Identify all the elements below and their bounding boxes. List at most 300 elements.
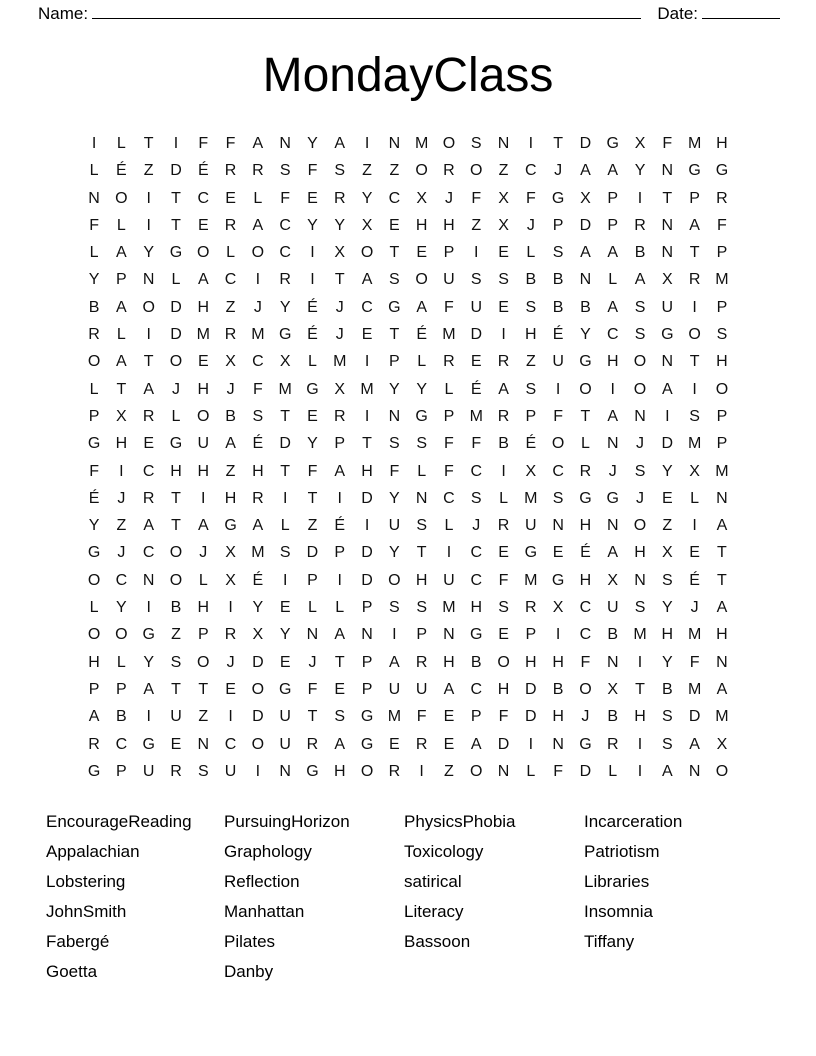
grid-cell[interactable]: D — [579, 216, 592, 234]
grid-cell[interactable]: J — [335, 298, 344, 316]
grid-cell[interactable]: S — [525, 298, 537, 316]
grid-cell[interactable]: I — [665, 407, 670, 425]
grid-cell[interactable]: I — [228, 599, 233, 617]
grid-cell[interactable]: Z — [444, 762, 454, 780]
grid-cell[interactable]: N — [415, 489, 428, 507]
grid-cell[interactable]: T — [717, 571, 727, 589]
grid-cell[interactable]: R — [333, 189, 346, 207]
grid-cell[interactable]: O — [87, 353, 101, 371]
grid-cell[interactable]: P — [716, 298, 728, 316]
grid-cell[interactable]: H — [525, 653, 537, 671]
grid-cell[interactable]: O — [715, 762, 729, 780]
grid-cell[interactable]: U — [552, 353, 564, 371]
grid-cell[interactable]: U — [443, 271, 455, 289]
grid-cell[interactable]: L — [499, 489, 508, 507]
grid-cell[interactable]: D — [279, 435, 291, 453]
grid-cell[interactable]: C — [443, 489, 455, 507]
grid-cell[interactable]: M — [442, 599, 456, 617]
grid-cell[interactable]: A — [607, 407, 619, 425]
grid-cell[interactable]: X — [716, 735, 728, 753]
grid-cell[interactable]: O — [688, 326, 701, 344]
grid-cell[interactable]: U — [170, 708, 182, 726]
word-list-item[interactable]: Incarceration — [584, 812, 683, 832]
grid-cell[interactable]: S — [661, 735, 673, 753]
grid-cell[interactable]: T — [334, 653, 345, 671]
grid-cell[interactable]: N — [88, 189, 100, 207]
grid-cell[interactable]: É — [252, 435, 264, 453]
grid-cell[interactable]: T — [171, 216, 181, 234]
grid-cell[interactable]: F — [444, 462, 454, 480]
grid-cell[interactable]: S — [689, 407, 700, 425]
grid-cell[interactable]: U — [388, 517, 401, 535]
grid-cell[interactable]: A — [607, 298, 619, 316]
grid-cell[interactable]: A — [334, 735, 346, 753]
grid-cell[interactable]: O — [470, 162, 483, 180]
grid-cell[interactable]: F — [580, 653, 591, 671]
grid-cell[interactable]: A — [116, 298, 127, 316]
word-list-item[interactable]: Pilates — [224, 932, 276, 952]
grid-cell[interactable]: C — [115, 735, 128, 753]
grid-cell[interactable]: A — [197, 271, 209, 289]
grid-cell[interactable]: T — [689, 353, 700, 371]
grid-cell[interactable]: X — [252, 626, 264, 644]
grid-cell[interactable]: R — [252, 489, 264, 507]
grid-cell[interactable]: O — [415, 162, 428, 180]
grid-cell[interactable]: I — [146, 708, 151, 726]
grid-cell[interactable]: C — [142, 544, 155, 562]
grid-cell[interactable]: I — [392, 626, 397, 644]
grid-cell[interactable]: Z — [143, 162, 154, 180]
grid-cell[interactable]: H — [579, 517, 592, 535]
grid-cell[interactable]: Y — [143, 653, 155, 671]
grid-cell[interactable]: S — [634, 462, 646, 480]
grid-cell[interactable]: G — [169, 435, 183, 453]
grid-cell[interactable]: Y — [661, 599, 673, 617]
grid-cell[interactable]: A — [88, 708, 100, 726]
grid-cell[interactable]: B — [225, 407, 236, 425]
grid-cell[interactable]: J — [581, 708, 590, 726]
grid-cell[interactable]: O — [360, 244, 374, 262]
grid-cell[interactable]: P — [334, 435, 346, 453]
grid-cell[interactable]: H — [716, 626, 728, 644]
grid-cell[interactable]: S — [279, 162, 291, 180]
grid-cell[interactable]: A — [498, 380, 509, 398]
grid-cell[interactable]: I — [364, 517, 370, 535]
grid-cell[interactable]: G — [661, 326, 674, 344]
grid-cell[interactable]: G — [360, 735, 374, 753]
grid-cell[interactable]: P — [116, 680, 127, 698]
grid-cell[interactable]: I — [255, 271, 261, 289]
grid-cell[interactable]: A — [116, 353, 127, 371]
grid-cell[interactable]: O — [251, 680, 265, 698]
grid-cell[interactable]: L — [116, 326, 126, 344]
grid-cell[interactable]: O — [415, 271, 428, 289]
grid-cell[interactable]: B — [661, 680, 673, 698]
grid-cell[interactable]: C — [252, 353, 264, 371]
grid-cell[interactable]: D — [661, 435, 674, 453]
grid-cell[interactable]: R — [388, 762, 401, 780]
grid-cell[interactable]: T — [635, 680, 645, 698]
grid-cell[interactable]: Y — [389, 380, 400, 398]
grid-cell[interactable]: P — [334, 544, 346, 562]
grid-cell[interactable]: N — [142, 571, 155, 589]
grid-cell[interactable]: B — [170, 599, 182, 617]
grid-cell[interactable]: N — [661, 216, 674, 234]
grid-cell[interactable]: Y — [88, 517, 100, 535]
grid-cell[interactable]: S — [470, 271, 482, 289]
grid-cell[interactable]: F — [444, 435, 454, 453]
grid-cell[interactable]: Z — [662, 517, 673, 535]
grid-cell[interactable]: O — [115, 189, 128, 207]
grid-cell[interactable]: I — [146, 326, 151, 344]
grid-cell[interactable]: G — [688, 162, 701, 180]
grid-cell[interactable]: N — [606, 517, 619, 535]
grid-cell[interactable]: S — [334, 708, 346, 726]
grid-cell[interactable]: A — [580, 162, 591, 180]
grid-cell[interactable]: O — [169, 571, 183, 589]
grid-cell[interactable]: S — [661, 708, 673, 726]
grid-cell[interactable]: X — [607, 571, 619, 589]
grid-cell[interactable]: A — [634, 271, 646, 289]
grid-cell[interactable]: F — [553, 407, 564, 425]
grid-cell[interactable]: F — [198, 135, 209, 152]
grid-cell[interactable]: A — [607, 544, 619, 562]
grid-cell[interactable]: M — [251, 544, 265, 562]
grid-cell[interactable]: S — [170, 653, 182, 671]
grid-cell[interactable]: H — [552, 708, 564, 726]
grid-cell[interactable]: T — [171, 189, 181, 207]
grid-cell[interactable]: X — [661, 544, 673, 562]
grid-cell[interactable]: A — [116, 244, 127, 262]
grid-cell[interactable]: O — [388, 571, 401, 589]
grid-cell[interactable]: T — [171, 517, 181, 535]
grid-cell[interactable]: M — [442, 326, 456, 344]
grid-cell[interactable]: N — [634, 407, 646, 425]
grid-cell[interactable]: J — [636, 435, 645, 453]
grid-cell[interactable]: C — [552, 462, 564, 480]
grid-cell[interactable]: A — [252, 135, 264, 152]
grid-cell[interactable]: Z — [389, 162, 400, 180]
name-write-in-line[interactable] — [92, 5, 641, 19]
grid-cell[interactable]: Y — [307, 435, 318, 453]
grid-cell[interactable]: L — [526, 244, 536, 262]
grid-cell[interactable]: T — [171, 489, 181, 507]
grid-cell[interactable]: T — [553, 135, 564, 152]
grid-cell[interactable]: M — [278, 380, 292, 398]
grid-cell[interactable]: G — [579, 489, 592, 507]
grid-cell[interactable]: E — [498, 626, 509, 644]
grid-cell[interactable]: T — [334, 271, 345, 289]
grid-cell[interactable]: X — [225, 544, 236, 562]
grid-cell[interactable]: P — [116, 271, 127, 289]
grid-cell[interactable]: I — [146, 189, 151, 207]
grid-cell[interactable]: L — [89, 162, 99, 180]
grid-cell[interactable]: F — [498, 571, 509, 589]
grid-cell[interactable]: C — [470, 544, 483, 562]
grid-cell[interactable]: O — [87, 571, 101, 589]
grid-cell[interactable]: A — [661, 762, 673, 780]
grid-cell[interactable]: O — [442, 135, 456, 152]
grid-cell[interactable]: N — [279, 135, 291, 152]
grid-cell[interactable]: Y — [389, 489, 400, 507]
grid-cell[interactable]: L — [308, 599, 317, 617]
grid-cell[interactable]: J — [117, 489, 126, 507]
grid-cell[interactable]: C — [142, 462, 155, 480]
grid-cell[interactable]: N — [388, 135, 401, 152]
grid-cell[interactable]: P — [607, 216, 619, 234]
grid-cell[interactable]: U — [279, 708, 291, 726]
grid-cell[interactable]: J — [199, 544, 208, 562]
grid-cell[interactable]: F — [444, 298, 454, 316]
grid-cell[interactable]: U — [224, 762, 237, 780]
grid-cell[interactable]: L — [171, 407, 181, 425]
grid-cell[interactable]: Y — [279, 626, 291, 644]
grid-cell[interactable]: L — [308, 353, 317, 371]
grid-cell[interactable]: T — [362, 435, 372, 453]
grid-cell[interactable]: A — [607, 244, 619, 262]
grid-cell[interactable]: I — [91, 135, 97, 152]
grid-cell[interactable]: É — [580, 544, 591, 562]
grid-cell[interactable]: T — [717, 544, 727, 562]
grid-cell[interactable]: S — [498, 599, 509, 617]
grid-cell[interactable]: X — [334, 244, 346, 262]
grid-cell[interactable]: P — [361, 653, 373, 671]
grid-cell[interactable]: A — [389, 653, 400, 671]
grid-cell[interactable]: I — [146, 599, 151, 617]
grid-cell[interactable]: A — [334, 462, 346, 480]
grid-cell[interactable]: S — [634, 298, 646, 316]
grid-cell[interactable]: R — [443, 353, 455, 371]
grid-cell[interactable]: N — [142, 271, 155, 289]
grid-cell[interactable]: I — [528, 135, 534, 152]
grid-cell[interactable]: S — [389, 271, 400, 289]
grid-cell[interactable]: I — [173, 135, 179, 152]
grid-cell[interactable]: F — [89, 216, 99, 234]
grid-cell[interactable]: J — [226, 653, 235, 671]
word-list-item[interactable]: Danby — [224, 962, 274, 982]
grid-cell[interactable]: R — [716, 189, 728, 207]
grid-cell[interactable]: F — [307, 162, 318, 180]
grid-cell[interactable]: I — [282, 489, 288, 507]
grid-cell[interactable]: N — [497, 135, 510, 152]
grid-cell[interactable]: F — [717, 216, 727, 234]
grid-cell[interactable]: R — [306, 735, 319, 753]
grid-cell[interactable]: O — [169, 353, 183, 371]
grid-cell[interactable]: É — [88, 489, 100, 507]
grid-cell[interactable]: G — [606, 135, 619, 152]
grid-cell[interactable]: B — [552, 298, 564, 316]
grid-cell[interactable]: L — [526, 762, 536, 780]
grid-cell[interactable]: L — [89, 380, 99, 398]
word-list-item[interactable]: Graphology — [224, 842, 312, 862]
grid-cell[interactable]: O — [197, 653, 210, 671]
grid-cell[interactable]: S — [552, 244, 564, 262]
grid-cell[interactable]: Y — [143, 244, 155, 262]
grid-cell[interactable]: X — [498, 189, 509, 207]
grid-cell[interactable]: T — [389, 244, 400, 262]
grid-cell[interactable]: F — [689, 653, 700, 671]
grid-cell[interactable]: A — [225, 435, 236, 453]
grid-cell[interactable]: D — [579, 135, 592, 152]
grid-cell[interactable]: R — [579, 462, 592, 480]
grid-cell[interactable]: C — [470, 680, 483, 698]
grid-cell[interactable]: B — [498, 435, 509, 453]
grid-cell[interactable]: O — [715, 380, 729, 398]
grid-cell[interactable]: Z — [225, 298, 236, 316]
grid-cell[interactable]: D — [170, 162, 182, 180]
grid-cell[interactable]: Y — [361, 189, 373, 207]
grid-cell[interactable]: Y — [661, 462, 673, 480]
grid-cell[interactable]: T — [416, 544, 427, 562]
grid-cell[interactable]: F — [89, 462, 99, 480]
word-list-item[interactable]: Libraries — [584, 872, 650, 892]
grid-cell[interactable]: M — [633, 626, 647, 644]
grid-cell[interactable]: F — [307, 462, 318, 480]
word-list-item[interactable]: Tiffany — [584, 932, 635, 952]
grid-cell[interactable]: P — [88, 680, 100, 698]
grid-cell[interactable]: R — [224, 216, 237, 234]
grid-cell[interactable]: É — [552, 326, 564, 344]
grid-cell[interactable]: D — [688, 708, 701, 726]
grid-cell[interactable]: R — [497, 407, 510, 425]
grid-cell[interactable]: M — [687, 626, 702, 644]
grid-cell[interactable]: X — [361, 216, 373, 234]
grid-cell[interactable]: N — [716, 489, 728, 507]
grid-cell[interactable]: E — [470, 353, 482, 371]
grid-cell[interactable]: U — [443, 571, 455, 589]
grid-cell[interactable]: P — [116, 762, 127, 780]
grid-cell[interactable]: I — [337, 489, 342, 507]
grid-cell[interactable]: T — [280, 462, 291, 480]
grid-cell[interactable]: Y — [661, 653, 673, 671]
grid-cell[interactable]: T — [307, 489, 318, 507]
grid-cell[interactable]: P — [716, 435, 728, 453]
grid-cell[interactable]: U — [470, 298, 483, 316]
grid-cell[interactable]: P — [88, 407, 100, 425]
grid-cell[interactable]: A — [252, 517, 264, 535]
grid-cell[interactable]: Y — [334, 216, 346, 234]
grid-cell[interactable]: H — [525, 326, 537, 344]
grid-cell[interactable]: G — [715, 162, 729, 180]
grid-cell[interactable]: G — [169, 244, 183, 262]
grid-cell[interactable]: B — [116, 708, 127, 726]
grid-cell[interactable]: F — [225, 135, 236, 152]
grid-cell[interactable]: U — [661, 298, 674, 316]
grid-cell[interactable]: C — [197, 189, 210, 207]
grid-cell[interactable]: D — [306, 544, 319, 562]
grid-cell[interactable]: G — [142, 626, 155, 644]
grid-cell[interactable]: R — [525, 599, 537, 617]
grid-cell[interactable]: M — [360, 380, 374, 398]
grid-cell[interactable]: T — [662, 189, 673, 207]
grid-cell[interactable]: I — [310, 271, 315, 289]
grid-cell[interactable]: S — [389, 435, 400, 453]
grid-cell[interactable]: C — [525, 162, 537, 180]
grid-cell[interactable]: E — [689, 544, 700, 562]
grid-cell[interactable]: R — [415, 653, 428, 671]
grid-cell[interactable]: G — [87, 544, 101, 562]
grid-cell[interactable]: I — [255, 762, 261, 780]
grid-cell[interactable]: A — [470, 735, 482, 753]
grid-cell[interactable]: P — [525, 626, 537, 644]
grid-cell[interactable]: A — [334, 135, 346, 152]
grid-cell[interactable]: Y — [279, 298, 291, 316]
grid-cell[interactable]: O — [497, 653, 510, 671]
grid-cell[interactable]: A — [661, 380, 673, 398]
grid-cell[interactable]: L — [335, 599, 345, 617]
grid-cell[interactable]: L — [417, 462, 427, 480]
grid-cell[interactable]: M — [715, 708, 729, 726]
grid-cell[interactable]: E — [498, 298, 509, 316]
grid-cell[interactable]: C — [115, 571, 128, 589]
grid-cell[interactable]: P — [716, 407, 728, 425]
grid-cell[interactable]: P — [443, 244, 455, 262]
grid-cell[interactable]: O — [633, 353, 647, 371]
grid-cell[interactable]: X — [498, 216, 509, 234]
grid-cell[interactable]: M — [333, 353, 347, 371]
grid-cell[interactable]: P — [443, 407, 455, 425]
grid-cell[interactable]: T — [171, 680, 181, 698]
grid-cell[interactable]: C — [388, 189, 401, 207]
grid-cell[interactable]: R — [443, 162, 455, 180]
grid-cell[interactable]: F — [307, 680, 318, 698]
grid-cell[interactable]: A — [143, 380, 155, 398]
word-list-item[interactable]: Reflection — [224, 872, 300, 892]
grid-cell[interactable]: U — [279, 735, 291, 753]
grid-cell[interactable]: R — [224, 626, 237, 644]
grid-cell[interactable]: T — [143, 135, 154, 152]
grid-cell[interactable]: L — [116, 653, 126, 671]
grid-cell[interactable]: D — [361, 489, 373, 507]
grid-cell[interactable]: M — [414, 135, 429, 152]
grid-cell[interactable]: I — [555, 380, 561, 398]
grid-cell[interactable]: S — [470, 135, 482, 152]
grid-cell[interactable]: R — [279, 271, 291, 289]
grid-cell[interactable]: B — [525, 271, 537, 289]
grid-cell[interactable]: L — [89, 599, 99, 617]
grid-cell[interactable]: E — [361, 326, 373, 344]
grid-cell[interactable]: A — [197, 517, 209, 535]
grid-cell[interactable]: F — [389, 462, 400, 480]
grid-cell[interactable]: D — [170, 326, 182, 344]
grid-cell[interactable]: H — [716, 135, 728, 152]
grid-cell[interactable]: Y — [88, 271, 100, 289]
grid-cell[interactable]: X — [279, 353, 291, 371]
grid-cell[interactable]: G — [87, 762, 101, 780]
grid-cell[interactable]: I — [637, 653, 643, 671]
grid-cell[interactable]: L — [444, 517, 454, 535]
grid-cell[interactable]: X — [634, 135, 646, 152]
grid-cell[interactable]: X — [689, 462, 700, 480]
grid-cell[interactable]: L — [444, 380, 454, 398]
grid-cell[interactable]: L — [116, 135, 126, 152]
grid-cell[interactable]: O — [633, 517, 647, 535]
grid-cell[interactable]: L — [280, 517, 290, 535]
grid-cell[interactable]: P — [552, 216, 564, 234]
grid-cell[interactable]: I — [692, 298, 697, 316]
grid-cell[interactable]: D — [579, 762, 592, 780]
grid-cell[interactable]: T — [198, 680, 209, 698]
grid-cell[interactable]: H — [552, 653, 564, 671]
grid-cell[interactable]: G — [551, 189, 565, 207]
grid-cell[interactable]: O — [197, 244, 210, 262]
grid-cell[interactable]: G — [87, 435, 101, 453]
grid-cell[interactable]: J — [226, 380, 235, 398]
grid-cell[interactable]: P — [470, 708, 482, 726]
grid-cell[interactable]: H — [115, 435, 128, 453]
grid-cell[interactable]: J — [253, 298, 262, 316]
grid-cell[interactable]: N — [279, 762, 291, 780]
